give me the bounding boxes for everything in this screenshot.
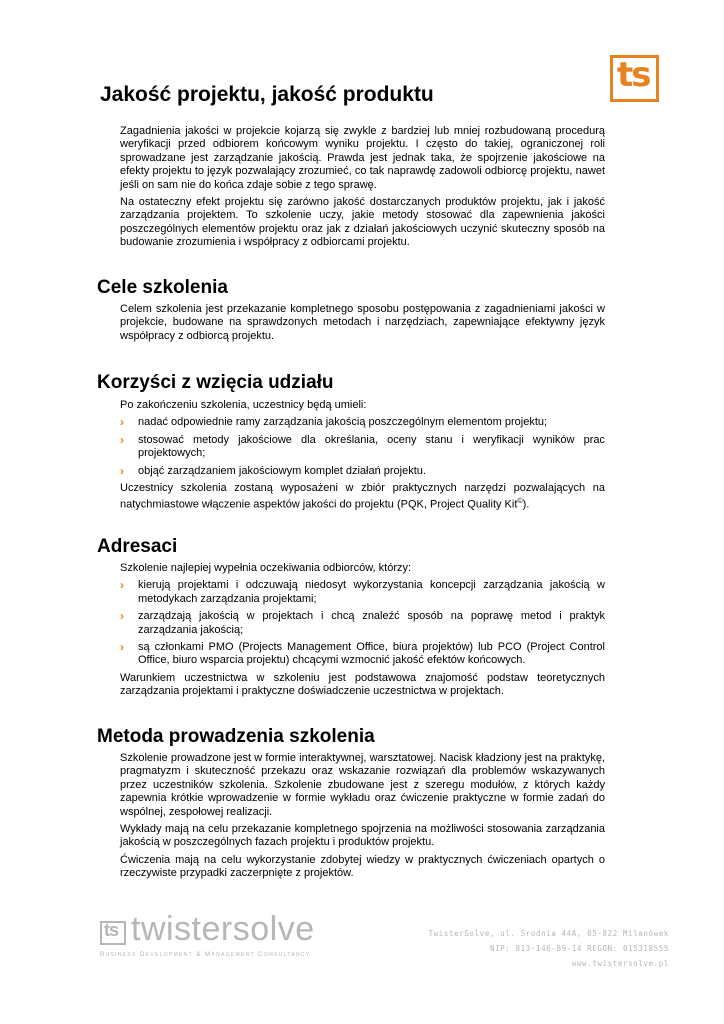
- list-item: › kierują projektami i odczuwają niedosyt wykorzystania koncepcji zarządzania jakością w metodykach zarządzania projektami;: [120, 578, 605, 605]
- list-item: › stosować metody jakościowe dla określania, oceny stanu i weryfikacji wyników prac projektowych;: [120, 432, 605, 460]
- heading-cele: Cele szkolenia: [97, 277, 228, 298]
- chevron-right-icon: ›: [120, 415, 124, 430]
- footer-logo: [100, 910, 335, 960]
- list-item: › są członkami PMO (Projects Management Office, biura projektów) lub PCO (Project Control Office, biuro wsparcia projektu) chcącymi wzmocnić jakość efektów końcowych.: [120, 640, 605, 667]
- adresaci-section: [120, 562, 605, 703]
- intro-paragraph-1: Zagadnienia jakości w projekcie kojarzą się zwykle z bardziej lub mniej rozbudowaną procedurą weryfikacji przed odbiorem końcowym wyniku projektu. I często do takiej, ograniczonej roli sprowadzane jest zarządzanie jakością. Prawda jest jednak taka, że spojrzenie jakościowe na efekty projektu to język pozwalający zrozumieć, co tak naprawdę zadowoli odbiorcę projektu, nawet jeśli on sam nie do końca zdaje sobie z tego sprawę.: [120, 125, 605, 191]
- adresaci-intro: Szkolenie najlepiej wypełnia oczekiwania odbiorców, którzy:: [120, 562, 412, 574]
- cele-paragraph: Celem szkolenia jest przekazanie kompletnego sposobu postępowania z zagadnieniami jakości w projekcie, budowane na sprawdzonych metodach i narzędziach, zapewniające efektywny język współpracy z odbiorcą projektu.: [120, 303, 605, 342]
- footer-logo-name: twistersolve: [131, 910, 315, 948]
- list-item: › nadać odpowiednie ramy zarządzania jakością poszczególnym elementom projektu;: [120, 415, 548, 430]
- logo-text: ts: [617, 55, 650, 95]
- metoda-paragraph-3: Ćwiczenia mają na celu wykorzystanie zdobytej wiedzy w praktycznych ćwiczeniach opartych o rzeczywiste przypadki zaczerpnięte z projektów.: [120, 853, 605, 880]
- footer-tagline: Business Development & Management Consultancy: [100, 951, 311, 958]
- korzysci-section: [120, 399, 605, 517]
- intro-section: [120, 125, 605, 254]
- adresaci-list: [120, 579, 605, 667]
- chevron-right-icon: ›: [120, 578, 124, 593]
- metoda-paragraph-2: Wykłady mają na celu przekazanie kompletnego spojrzenia na możliwości stosowania zarządzania jakością w poszczególnych fazach projektu i produktów projektu.: [120, 823, 605, 849]
- korzysci-outro: Uczestnicy szkolenia zostaną wyposażeni w zbiór praktycznych narzędzi pozwalających na natychmiastowe włączenie aspektów jakości do projektu (PQK, Project Quality Kit©).: [120, 482, 605, 512]
- chevron-right-icon: ›: [120, 609, 124, 624]
- page-title: Jakość projektu, jakość produktu: [100, 83, 434, 106]
- heading-adresaci: Adresaci: [97, 536, 178, 557]
- chevron-right-icon: ›: [120, 432, 124, 447]
- heading-korzysci: Korzyści z wzięcia udziału: [97, 372, 334, 393]
- metoda-paragraph-1: Szkolenie prowadzone jest w formie interaktywnej, warsztatowej. Nacisk kładziony jest na praktykę, pragmatyzm i skuteczność przekazu oraz wskazanie rozwiązań dla problemów wskazywanych przez uczestników szkolenia. Szkolenie zbudowane jest z szeregu modułów, z których każdy zapewnia krótkie wprowadzenie w formie wykładu oraz ćwiczenie praktyczne w formie zadań do wspólnej, zespołowej realizacji.: [120, 752, 605, 818]
- footer-contact: [429, 926, 669, 971]
- footer-address: TwisterSolve, ul. Środnia 44A, 05-822 Milanówek: [428, 929, 669, 938]
- korzysci-intro: Po zakończeniu szkolenia, uczestnicy będą umieli:: [120, 399, 367, 411]
- intro-paragraph-2: Na ostateczny efekt projektu się zarówno jakość dostarczanych produktów projektu, jak i jakość zarządzania projektem. To szkolenie uczy, jakie metody stosować dla zapewnienia jakości poszczególnych elementów projektu oraz jak z działań jakościowych uczynić skuteczny sposób na budowanie zrozumienia i współpracy z odbiorcami projektu.: [120, 196, 605, 249]
- footer-nip: NIP: 813-146-89-14 REGON: 015318555: [489, 944, 669, 953]
- korzysci-list: [120, 416, 605, 478]
- chevron-right-icon: ›: [120, 463, 124, 478]
- footer-website: www.twistersolve.pl: [571, 959, 669, 968]
- adresaci-outro: Warunkiem uczestnictwa w szkoleniu jest podstawowa znajomość podstaw teoretycznych zarządzania projektami i praktyczne doświadczenie uczestnictwa w projektach.: [120, 671, 605, 698]
- company-logo: [610, 55, 659, 102]
- cele-section: [120, 303, 605, 347]
- chevron-right-icon: ›: [120, 640, 124, 655]
- heading-metoda: Metoda prowadzenia szkolenia: [97, 726, 375, 747]
- footer-logo-box: ts: [100, 921, 126, 945]
- list-item: › objąć zarządzaniem jakościowym komplet działań projektu.: [120, 463, 426, 478]
- metoda-section: [120, 752, 605, 885]
- list-item: › zarządzają jakością w projektach i chcą znaleźć sposób na poprawę metod i praktyk zarządzania jakością;: [120, 609, 605, 636]
